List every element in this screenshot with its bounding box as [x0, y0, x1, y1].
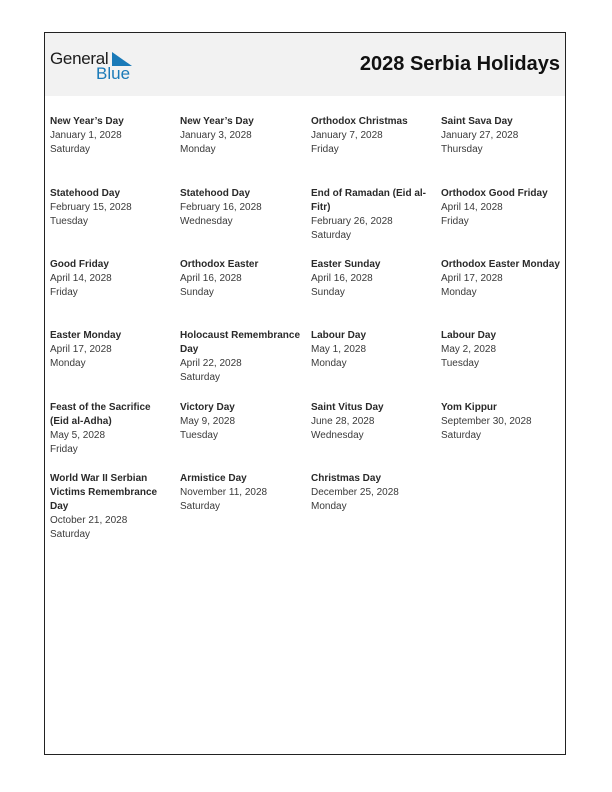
holiday-date: June 28, 2028	[311, 416, 375, 427]
holiday-name: Orthodox Good Friday	[441, 188, 548, 199]
holiday-name: Feast of the Sacrifice (Eid al-Adha)	[50, 402, 151, 427]
holiday-day: Saturday	[311, 230, 352, 241]
holiday-day: Saturday	[50, 144, 91, 155]
holiday-day: Saturday	[441, 430, 482, 441]
holiday-name: Holocaust Remembrance Day	[180, 330, 301, 355]
holiday-date: February 16, 2028	[180, 202, 262, 213]
holiday-name: Saint Vitus Day	[311, 402, 384, 413]
holiday-name: Statehood Day	[180, 188, 251, 199]
holiday-name: Orthodox Christmas	[311, 116, 408, 127]
holiday-name: End of Ramadan (Eid al-Fitr)	[311, 188, 427, 213]
holiday-date: December 25, 2028	[311, 487, 399, 498]
holiday-entry	[441, 258, 563, 300]
holiday-date: April 17, 2028	[50, 344, 112, 355]
page-title: 2028 Serbia Holidays	[359, 53, 560, 75]
holiday-name: World War II Serbian Victims Remembrance Day	[50, 473, 158, 512]
holiday-name: Labour Day	[441, 330, 497, 341]
holiday-entry	[180, 187, 302, 229]
holiday-day: Wednesday	[180, 216, 233, 227]
holiday-name: Labour Day	[311, 330, 367, 341]
holiday-name: Christmas Day	[311, 473, 382, 484]
holiday-entry	[311, 401, 433, 443]
holiday-name: Orthodox Easter Monday	[441, 259, 560, 270]
holiday-date: May 9, 2028	[180, 416, 236, 427]
holiday-date: April 14, 2028	[50, 273, 112, 284]
holiday-entry	[180, 329, 302, 385]
holiday-entry	[180, 115, 302, 157]
holiday-date: April 17, 2028	[441, 273, 503, 284]
holiday-date: February 15, 2028	[50, 202, 132, 213]
holiday-day: Friday	[50, 444, 78, 455]
holiday-date: January 7, 2028	[311, 130, 383, 141]
holiday-day: Friday	[50, 287, 78, 298]
holiday-name: Yom Kippur	[441, 402, 497, 413]
holiday-date: May 2, 2028	[441, 344, 497, 355]
holiday-entry	[50, 401, 172, 457]
holiday-entry	[441, 115, 563, 157]
holiday-day: Friday	[441, 216, 469, 227]
holiday-day: Monday	[180, 144, 216, 155]
holiday-entry	[441, 401, 563, 443]
holiday-date: September 30, 2028	[441, 416, 532, 427]
holiday-entry	[441, 187, 563, 229]
holiday-date: April 16, 2028	[180, 273, 242, 284]
holiday-name: Easter Monday	[50, 330, 122, 341]
generalblue-logo	[50, 49, 140, 83]
holiday-name: New Year’s Day	[50, 116, 124, 127]
holiday-entry	[50, 115, 172, 157]
holiday-day: Sunday	[311, 287, 345, 298]
holiday-entry	[50, 258, 172, 300]
holiday-name: New Year’s Day	[180, 116, 254, 127]
holiday-date: April 16, 2028	[311, 273, 373, 284]
holiday-entry	[180, 258, 302, 300]
holiday-day: Tuesday	[441, 358, 479, 369]
holiday-page	[44, 32, 566, 755]
holiday-day: Tuesday	[180, 430, 218, 441]
holiday-day: Saturday	[180, 372, 221, 383]
holiday-name: Saint Sava Day	[441, 116, 513, 127]
holiday-day: Saturday	[50, 529, 91, 540]
holiday-date: May 5, 2028	[50, 430, 106, 441]
holiday-date: October 21, 2028	[50, 515, 128, 526]
holiday-date: January 27, 2028	[441, 130, 519, 141]
holiday-day: Sunday	[180, 287, 214, 298]
holiday-date: January 1, 2028	[50, 130, 122, 141]
holiday-day: Tuesday	[50, 216, 88, 227]
holiday-date: November 11, 2028	[180, 487, 268, 498]
holiday-day: Wednesday	[311, 430, 364, 441]
holiday-date: May 1, 2028	[311, 344, 367, 355]
holiday-entry	[311, 258, 433, 300]
logo-blue-text: Blue	[96, 64, 131, 83]
holiday-name: Statehood Day	[50, 188, 121, 199]
logo-general-text: General	[50, 49, 109, 68]
holiday-day: Monday	[311, 501, 347, 512]
holiday-day: Friday	[311, 144, 339, 155]
page-header	[45, 33, 565, 96]
holiday-date: February 26, 2028	[311, 216, 393, 227]
holiday-name: Victory Day	[180, 402, 235, 413]
holiday-entry	[311, 115, 433, 157]
holiday-entry	[180, 472, 302, 514]
holiday-entry	[50, 187, 172, 229]
holiday-name: Armistice Day	[180, 473, 247, 484]
holiday-entry	[180, 401, 302, 443]
holiday-entry	[311, 329, 433, 371]
holiday-name: Easter Sunday	[311, 259, 381, 270]
holiday-entry	[50, 329, 172, 371]
holiday-day: Monday	[441, 287, 477, 298]
holiday-day: Thursday	[441, 144, 483, 155]
holiday-entry	[311, 472, 433, 514]
holiday-entry	[50, 472, 172, 542]
holiday-date: April 14, 2028	[441, 202, 503, 213]
holiday-date: April 22, 2028	[180, 358, 242, 369]
holiday-day: Monday	[311, 358, 347, 369]
holiday-entry	[311, 187, 433, 243]
holiday-day: Saturday	[180, 501, 221, 512]
holiday-entry	[441, 329, 563, 371]
holiday-name: Good Friday	[50, 259, 109, 270]
holiday-day: Monday	[50, 358, 86, 369]
holiday-date: January 3, 2028	[180, 130, 252, 141]
holiday-name: Orthodox Easter	[180, 259, 259, 270]
